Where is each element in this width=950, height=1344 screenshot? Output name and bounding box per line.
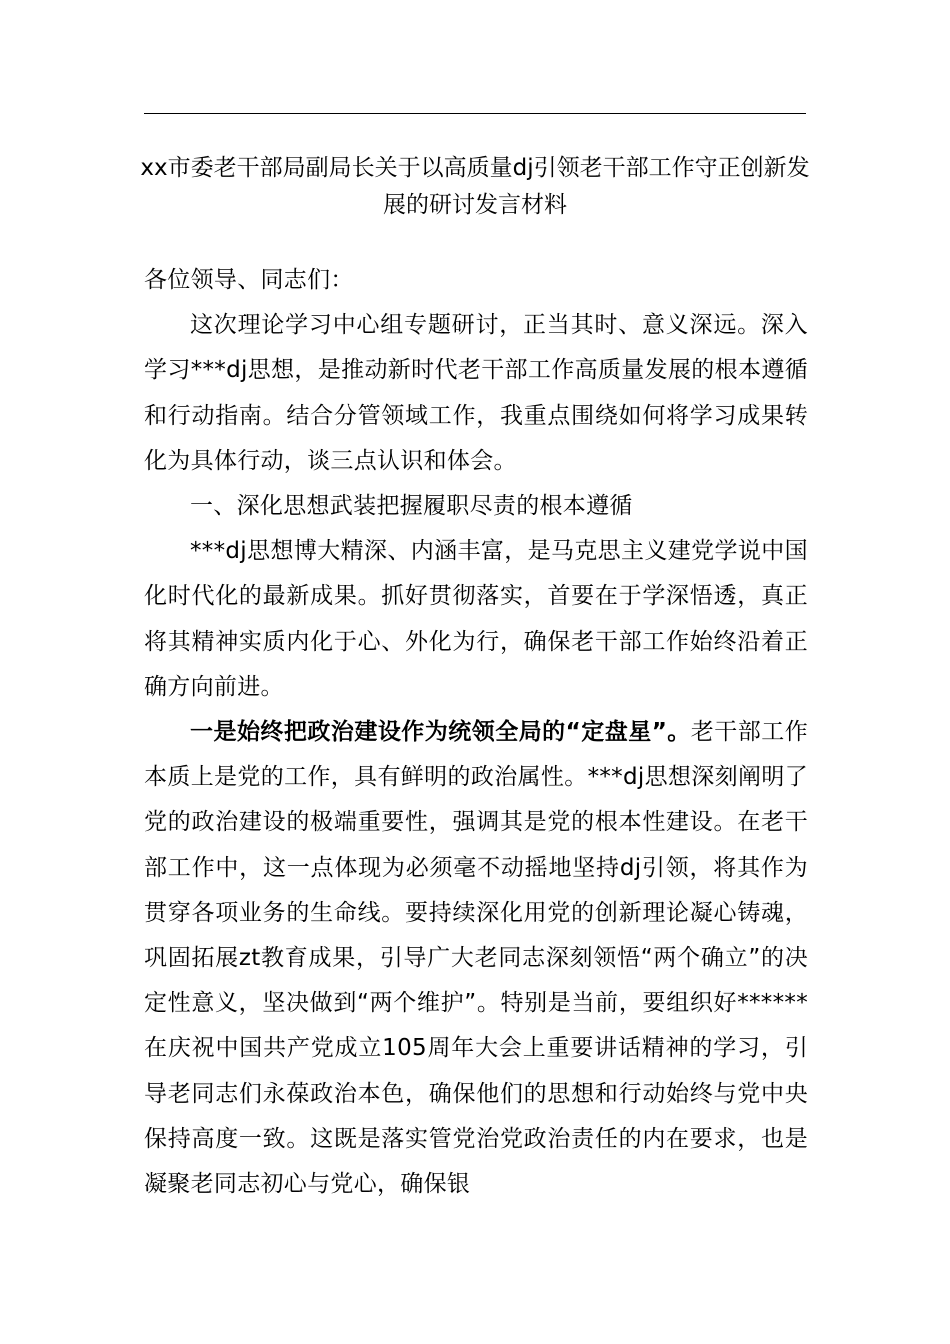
salutation: 各位领导、同志们： (144, 267, 354, 293)
document-body (144, 258, 808, 1207)
document-title: xx市委老干部局副局长关于以高质量dj引领老干部工作守正创新发展的研讨发言材料 (140, 155, 810, 218)
header-rule (144, 113, 806, 114)
point-one-text: 老干部工作本质上是党的工作，具有鲜明的政治属性。***dj思想深刻阐明了党的政治建设的极端重要性，强调其是党的根本性建设。在老干部工作中，这一点体现为必须毫不动摇地坚持dj引领，将其作为贯穿各项业务的生命线。要持续深化用党的创新理论凝心铸魂，巩固拓展zt教育成果，引导广大老同志深刻领悟“两个确立”的决定性意义，坚决做到“两个维护”。特别是当前，要组织好******在庆祝中国共产党成立105周年大会上重要讲话精神的学习，引导老同志们永葆政治本色，确保他们的思想和行动始终与党中央保持高度一致。这既是落实管党治党政治责任的内在要求，也是凝聚老同志初心与党心，确保银 (144, 719, 808, 1198)
intro-paragraph: 这次理论学习中心组专题研讨，正当其时、意义深远。深入学习***dj思想，是推动新时代老干部工作高质量发展的根本遵循和行动指南。结合分管领域工作，我重点围绕如何将学习成果转化为具体行动，谈三点认识和体会。 (144, 312, 808, 474)
point-one-paragraph (144, 710, 808, 1207)
point-one-lead: 一是始终把政治建设作为统领全局的“定盘星”。 (190, 719, 691, 746)
section-paragraph: ***dj思想博大精深、内涵丰富，是马克思主义建党学说中国化时代化的最新成果。抓好贯彻落实，首要在于学深悟透，真正将其精神实质内化于心、外化为行，确保老干部工作始终沿着正确方向前进。 (144, 538, 808, 700)
section-heading: 一、深化思想武装把握履职尽责的根本遵循 (190, 493, 633, 520)
